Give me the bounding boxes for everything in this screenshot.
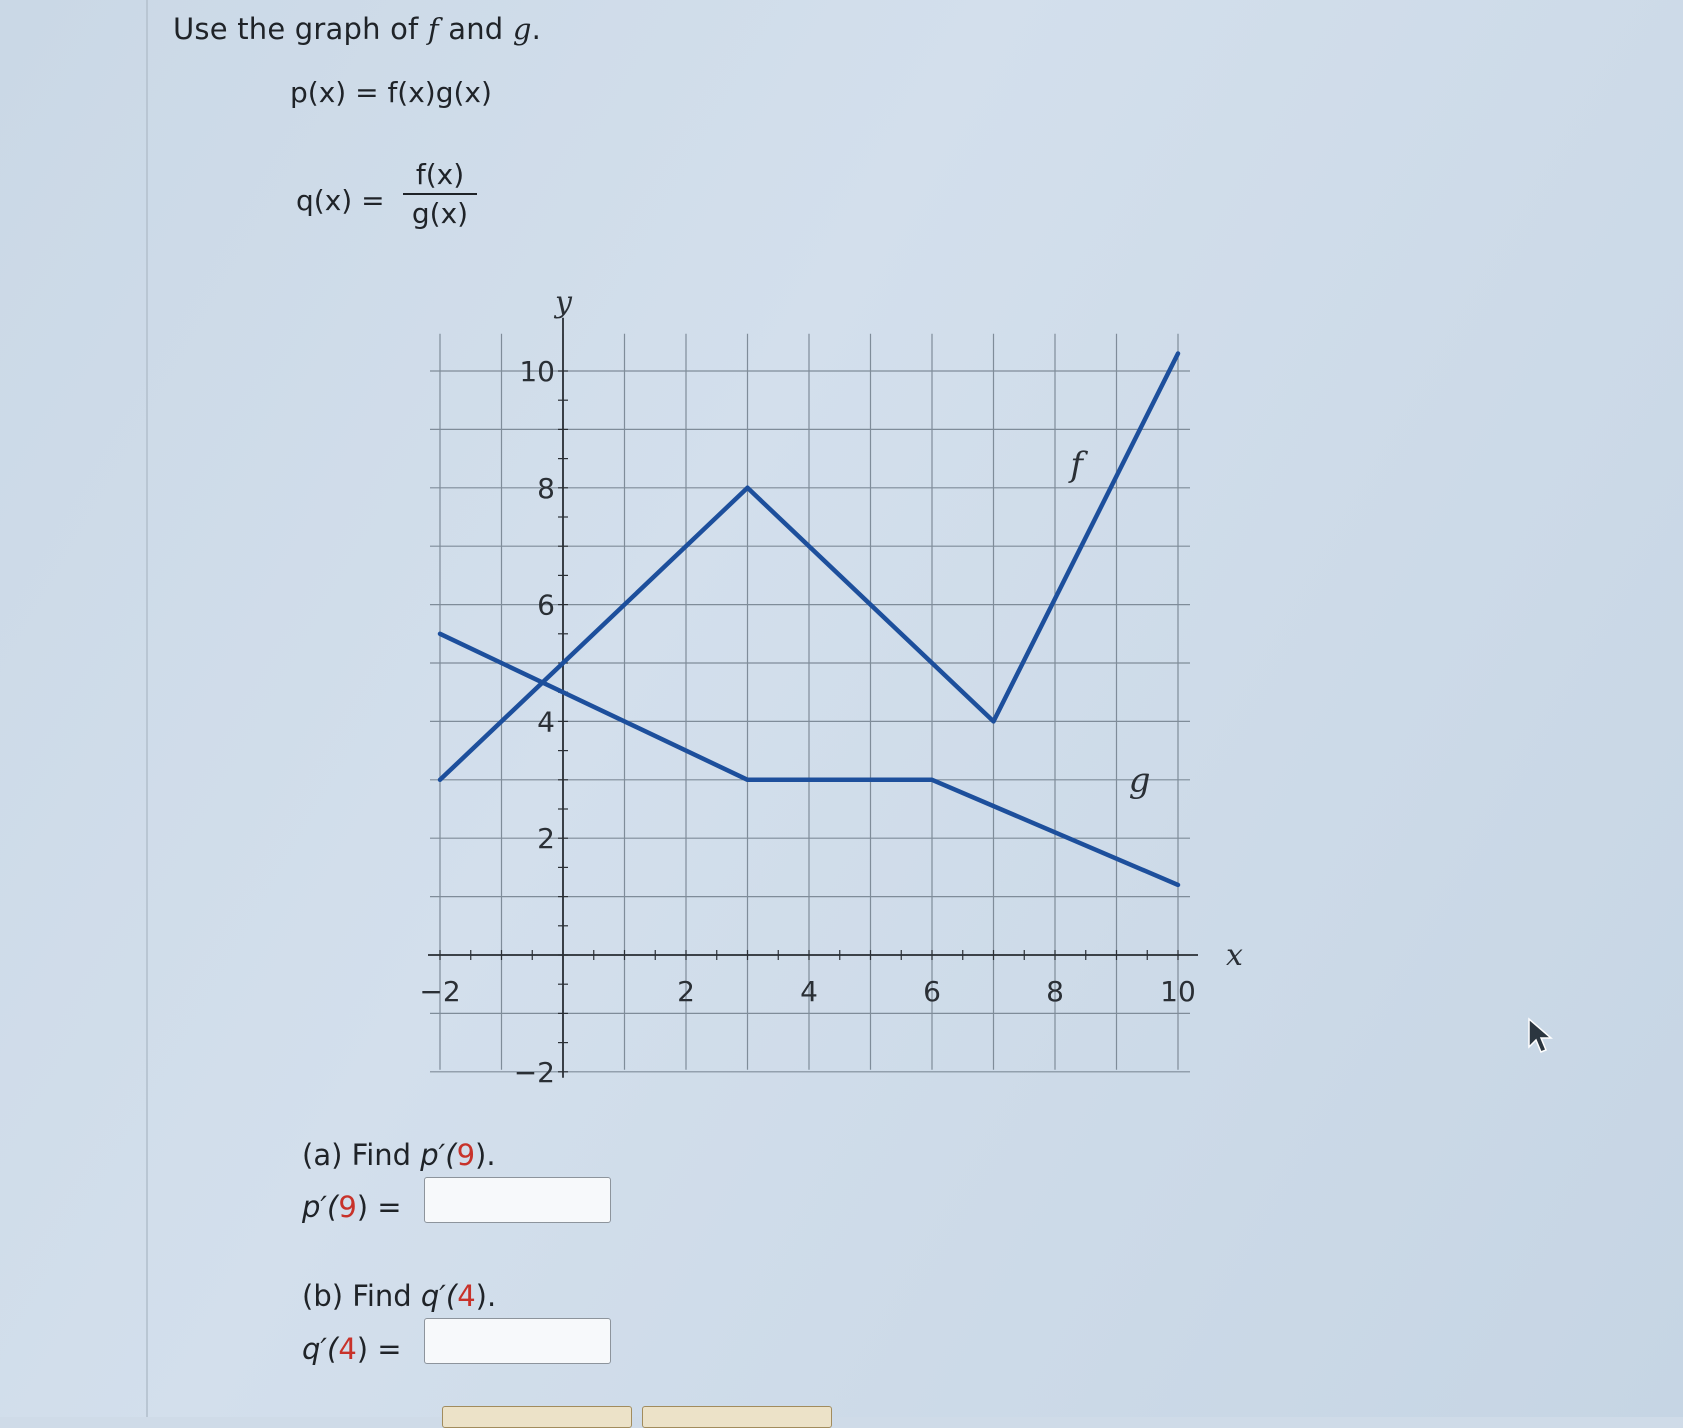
- secondary-button[interactable]: [642, 1406, 832, 1428]
- y-tick-label: −2: [513, 1055, 555, 1089]
- axes: [428, 318, 1198, 1078]
- formula-q-fraction: [405, 158, 475, 230]
- part-a-arg: 9: [456, 1138, 476, 1172]
- mouse-cursor-icon: [1527, 1017, 1557, 1057]
- part-a-lhs-fn: p′(: [302, 1190, 339, 1224]
- series: [440, 353, 1178, 884]
- left-divider: [146, 0, 148, 1417]
- x-tick-label: 10: [1160, 975, 1196, 1008]
- answer-input-a[interactable]: [424, 1177, 611, 1223]
- intro-and: and: [438, 12, 513, 46]
- part-b-arg: 4: [457, 1279, 476, 1313]
- y-tick-label: 6: [537, 588, 555, 622]
- part-b-lhs-arg: 4: [338, 1332, 357, 1366]
- part-a-lhs-arg: 9: [338, 1190, 357, 1224]
- series-g-line: [440, 634, 1178, 885]
- part-a-prefix: (a) Find: [302, 1138, 421, 1172]
- part-b-close: ).: [475, 1279, 497, 1313]
- submit-button[interactable]: [442, 1406, 632, 1428]
- part-a-fn: p′(: [420, 1138, 457, 1172]
- series-f-line: [440, 353, 1178, 779]
- labels: [419, 285, 1243, 1089]
- x-tick-label: 8: [1046, 975, 1064, 1008]
- y-tick-label: 4: [537, 705, 555, 739]
- answer-input-b[interactable]: [424, 1318, 611, 1364]
- part-a-prompt: [302, 1138, 496, 1172]
- formula-p: p(x) = f(x)g(x): [290, 76, 492, 109]
- part-b-lhs-close: ) =: [356, 1332, 402, 1366]
- intro-prefix: Use the graph of: [173, 12, 428, 46]
- series-f-label: f: [1070, 445, 1083, 486]
- formula-q-numerator: f(x): [415, 158, 465, 191]
- part-b-lhs-fn: q′(: [302, 1332, 339, 1366]
- intro-period: .: [531, 12, 542, 46]
- y-axis-label: y: [555, 284, 572, 320]
- x-tick-label: 2: [677, 975, 695, 1008]
- x-tick-label: 4: [800, 975, 818, 1008]
- part-b-answer-label: [302, 1332, 402, 1366]
- part-a-lhs-close: ) =: [356, 1190, 402, 1224]
- part-b-prompt: [302, 1279, 496, 1313]
- y-tick-label: 2: [537, 822, 555, 856]
- formula-q-lhs: q(x) =: [296, 184, 385, 217]
- intro-f: f: [427, 12, 439, 46]
- y-tick-label: 8: [537, 471, 555, 505]
- x-tick-label: −2: [419, 975, 461, 1008]
- part-b-prefix: (b) Find: [302, 1279, 421, 1313]
- part-b-fn: q′(: [420, 1279, 458, 1313]
- x-axis-label: x: [1226, 938, 1243, 973]
- part-a-answer-label: [302, 1190, 402, 1224]
- grid: [430, 334, 1190, 1072]
- intro-g: g: [512, 12, 532, 46]
- part-a-close: ).: [475, 1138, 496, 1172]
- formula-q-denominator: g(x): [411, 197, 469, 230]
- y-tick-label: 10: [519, 355, 555, 388]
- question-intro: [173, 12, 541, 46]
- x-tick-label: 6: [923, 975, 941, 1008]
- series-g-label: g: [1128, 760, 1151, 801]
